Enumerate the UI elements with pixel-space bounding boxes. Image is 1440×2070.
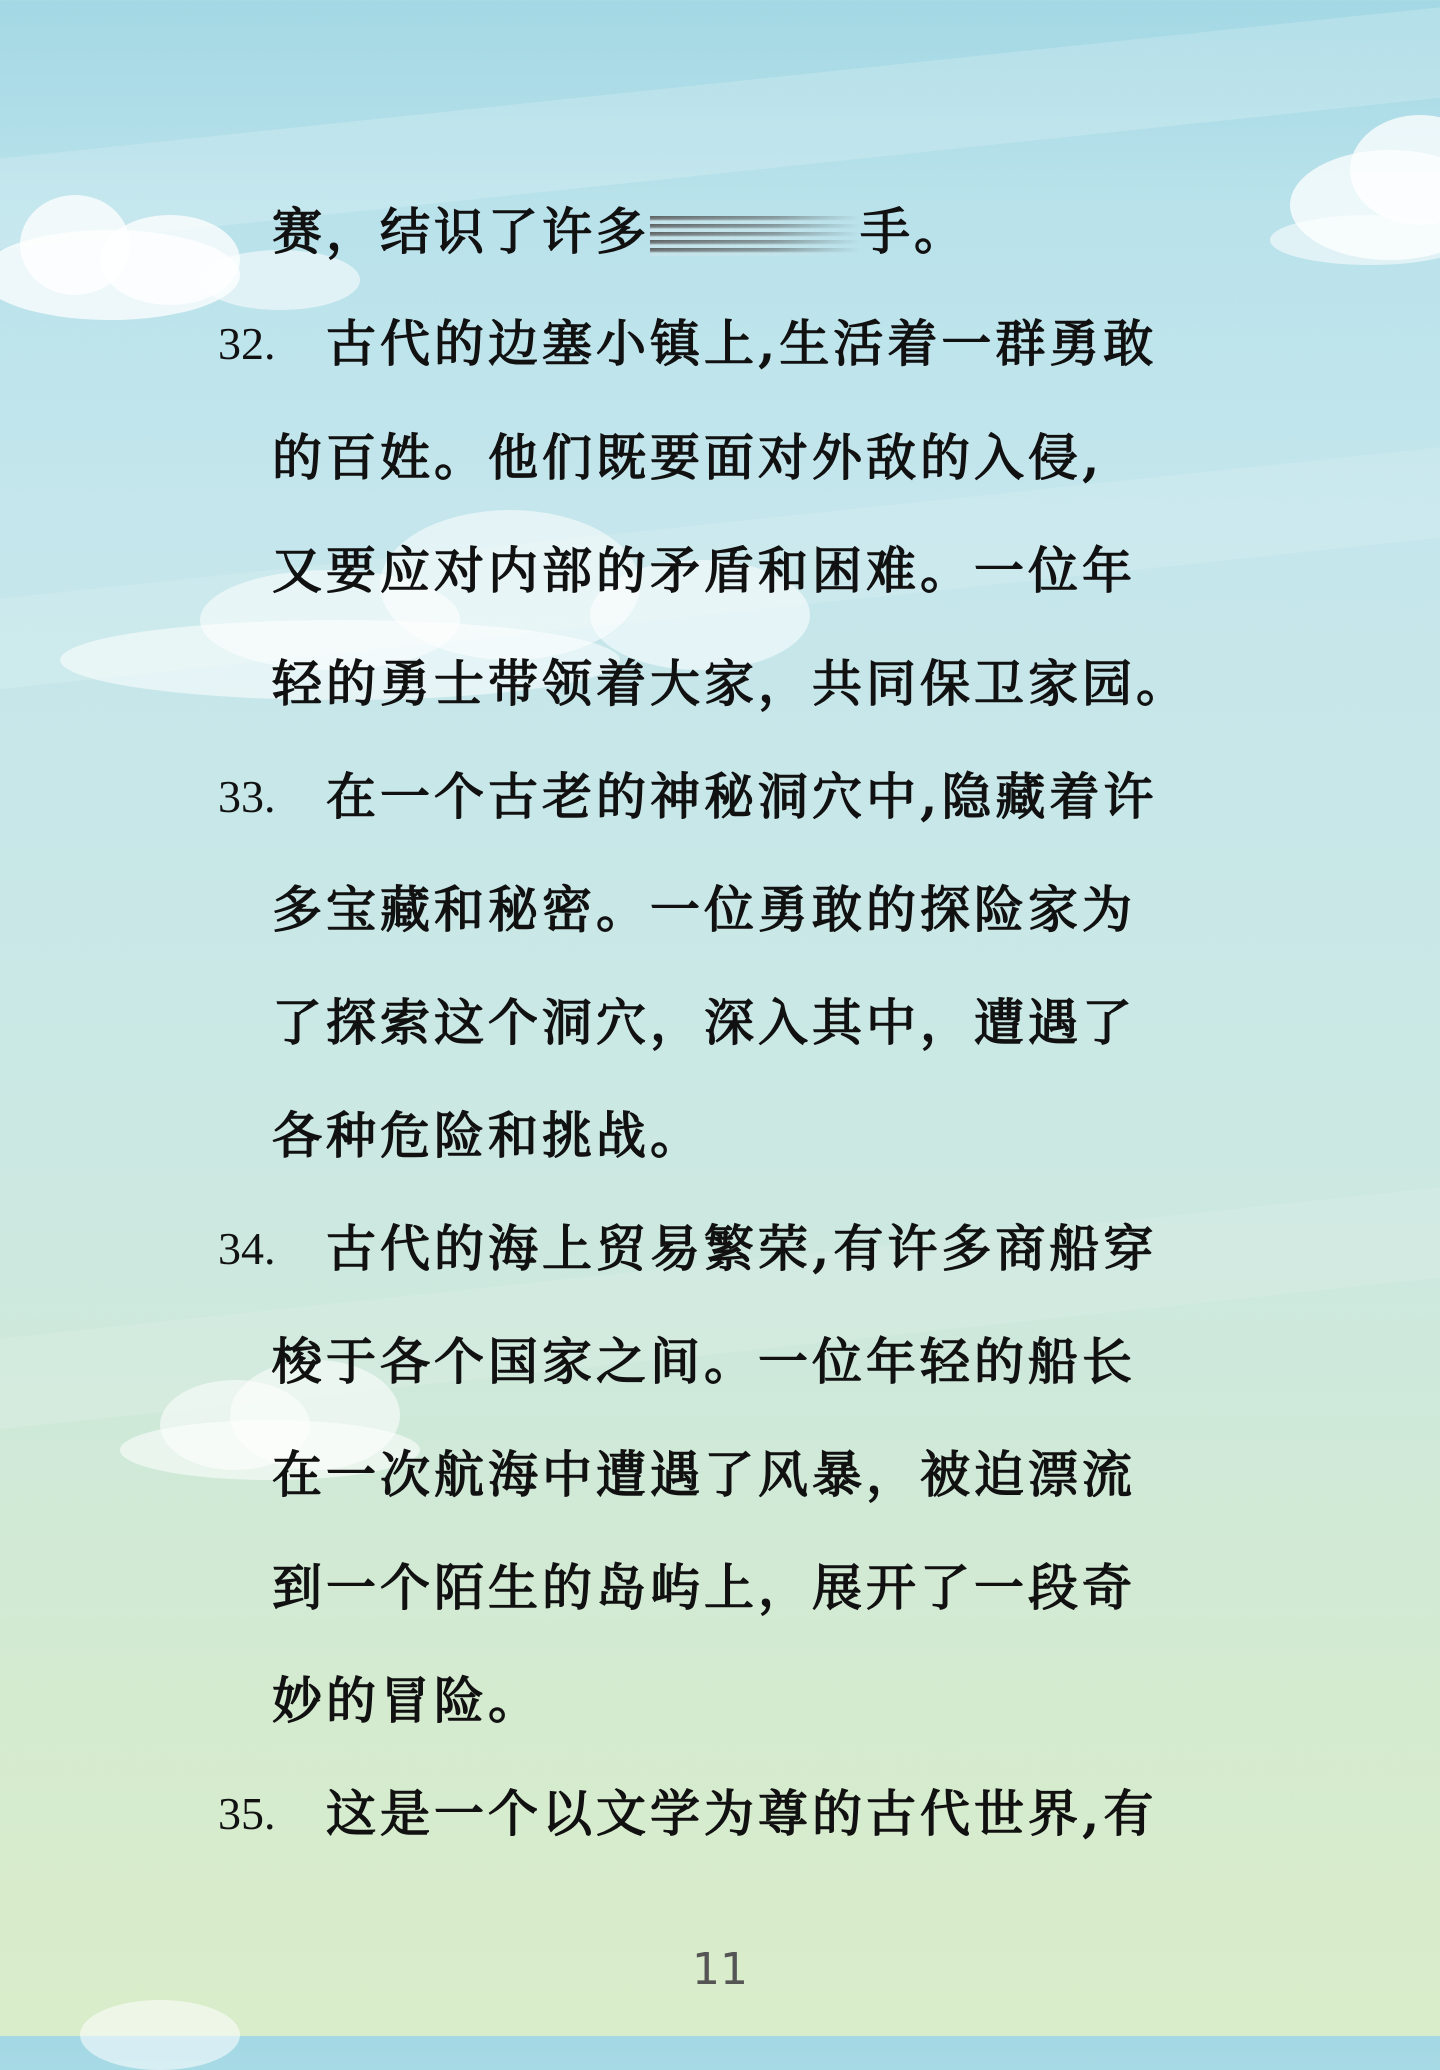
- item-number: 35.: [218, 1788, 276, 1839]
- item-line: 各种危险和挑战。: [272, 1106, 704, 1165]
- item-line: 轻的勇士带领着大家，共同保卫家园。: [272, 654, 1190, 713]
- page-number: 11: [692, 1944, 748, 1995]
- item-line: 又要应对内部的矛盾和困难。一位年: [272, 541, 1136, 600]
- item-line: 在一个古老的神秘洞穴中,隐藏着许: [326, 767, 1158, 826]
- item-line: 在一次航海中遭遇了风暴，被迫漂流: [272, 1445, 1136, 1504]
- item-line: 妙的冒险。: [272, 1671, 542, 1730]
- item-number: 34.: [218, 1223, 276, 1274]
- item-line: 梭于各个国家之间。一位年轻的船长: [272, 1332, 1136, 1391]
- blurred-obscured-text: [650, 216, 860, 256]
- item-line: 多宝藏和秘密。一位勇敢的探险家为: [272, 880, 1136, 939]
- item-number: 33.: [218, 771, 276, 822]
- item-line: 了探索这个洞穴，深入其中，遭遇了: [272, 993, 1136, 1052]
- item-line: 到一个陌生的岛屿上，展开了一段奇: [272, 1558, 1136, 1617]
- item-line: 古代的边塞小镇上,生活着一群勇敢: [326, 314, 1158, 373]
- item-line: 这是一个以文学为尊的古代世界,有: [326, 1784, 1158, 1843]
- item-number: 32.: [218, 318, 276, 369]
- continued-line: [272, 202, 968, 262]
- continued-text-after: 手。: [860, 202, 968, 261]
- continued-text-before: 赛，结识了许多: [272, 202, 650, 261]
- item-line: 古代的海上贸易繁荣,有许多商船穿: [326, 1219, 1158, 1278]
- item-line: 的百姓。他们既要面对外敌的入侵,: [272, 428, 1104, 487]
